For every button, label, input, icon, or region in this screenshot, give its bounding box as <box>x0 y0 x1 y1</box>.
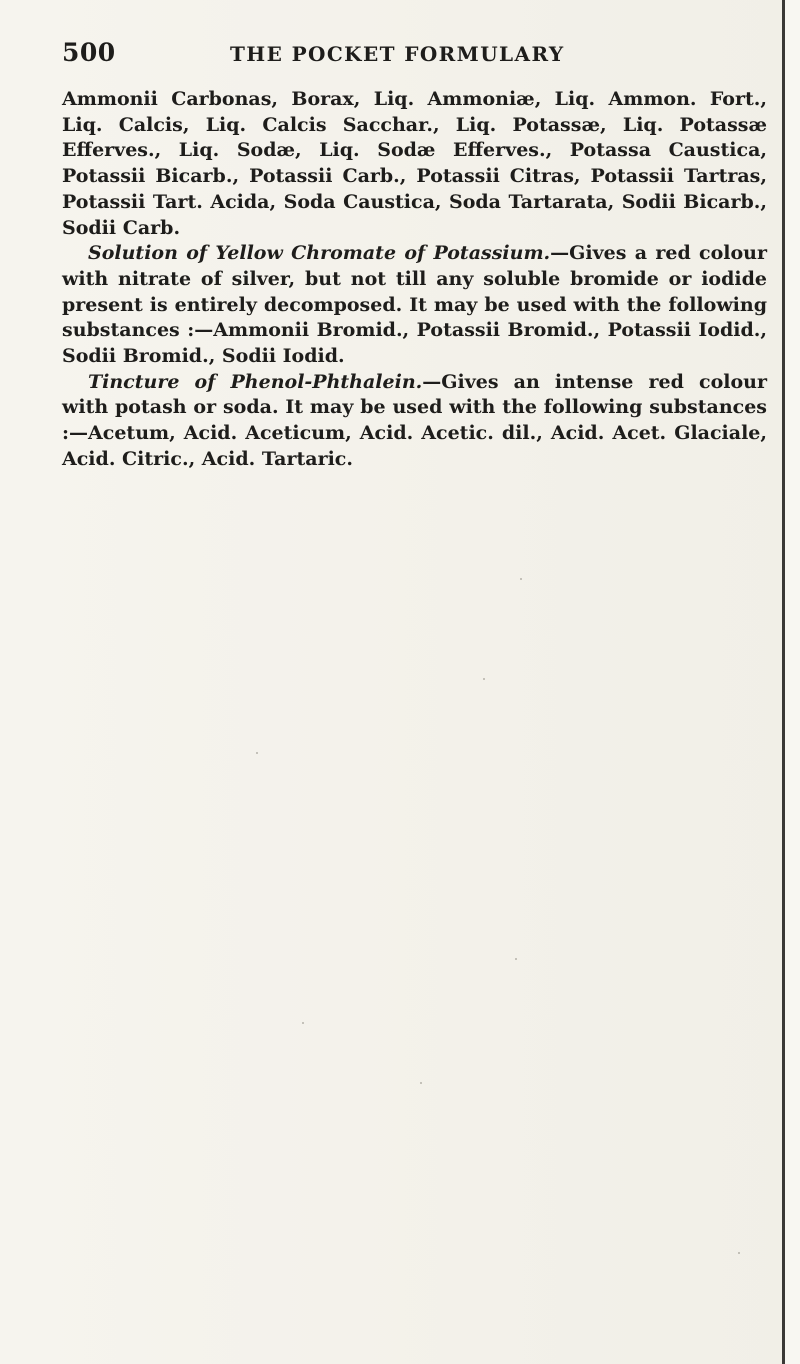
paper-speck <box>256 752 258 754</box>
paper-speck <box>738 1252 740 1254</box>
paragraph-text: —Gives a red colour with nitrate of silver, but not till any soluble bromide or iodide present is entirely decomposed. It may be used with the following substances :—Ammonii Bromid., Potassii Bromid., Potassii Iodid., Sodii Bromid., Sodii Iodid. <box>62 242 768 368</box>
page-number: 500 <box>62 38 116 67</box>
paragraph-title: Tincture of Phenol-Phthalein. <box>88 370 423 393</box>
paper-speck <box>515 958 517 960</box>
running-head: THE POCKET FORMULARY <box>230 42 565 66</box>
page-margin <box>785 0 800 1364</box>
paragraph-text: Ammonii Carbonas, Borax, Liq. Ammoniæ, Liq. Ammon. Fort., Liq. Calcis, Liq. Calcis Sacchar., Liq. Potassæ, Liq. Potassæ Efferves., Liq. Sodæ, Liq. Sodæ Efferves., Potassa Caustica, Potassii Bicarb., Potassii Carb., Potassii Citras, Potassii Tartras, Potassii Tart. Acida, Soda Caustica, Soda Tartarata, Sodii Bicarb., Sodii Carb. <box>62 88 767 239</box>
paragraph-substance-list <box>62 87 767 241</box>
page-body <box>62 87 767 473</box>
paper-speck <box>302 1022 304 1024</box>
paragraph-title: Solution of Yellow Chromate of Potassium. <box>88 242 551 265</box>
paragraph-yellow-chromate <box>62 241 767 370</box>
page-header <box>62 38 762 78</box>
paper-speck <box>420 1082 422 1084</box>
paragraph-phenol-phthalein <box>62 370 767 473</box>
paragraph-text: —Gives an intense red colour with potash or soda. It may be used with the following substances :—Acetum, Acid. Aceticum, Acid. Acetic. dil., Acid. Acet. Glaciale, Acid. Citric., Acid. Tartaric. <box>62 370 767 470</box>
paper-speck <box>483 678 485 680</box>
paper-speck <box>520 578 522 580</box>
